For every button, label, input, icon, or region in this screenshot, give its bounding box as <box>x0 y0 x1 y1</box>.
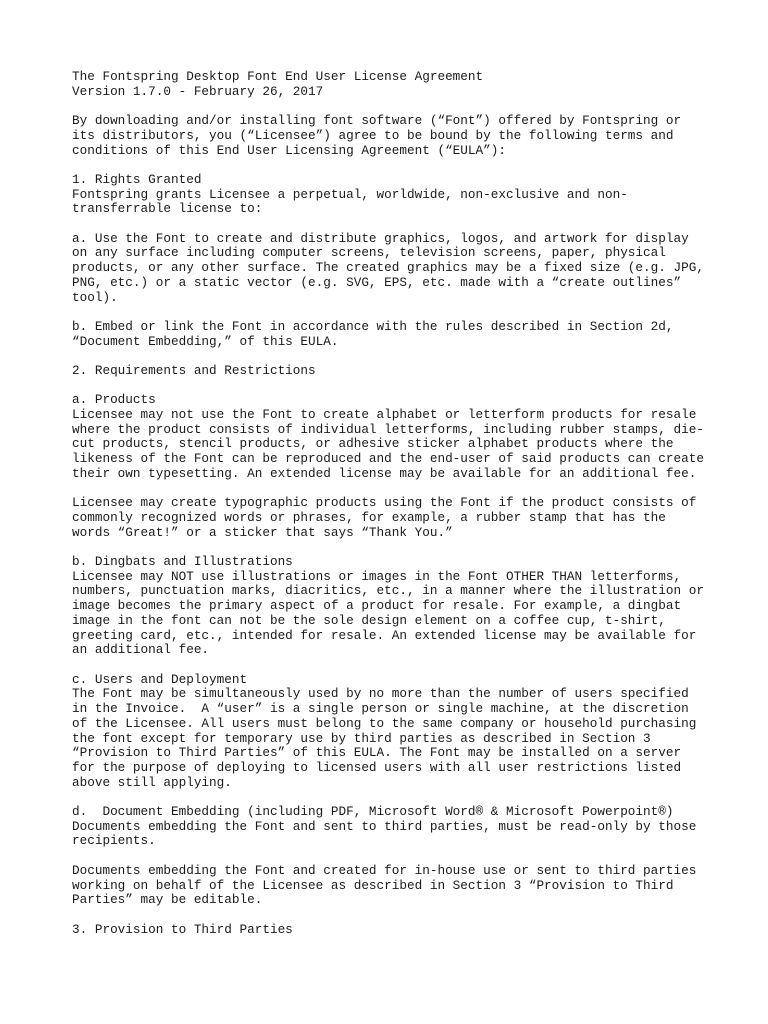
text-line: Version 1.7.0 - February 26, 2017 <box>72 83 324 99</box>
text-line: c. Users and Deployment <box>72 671 248 687</box>
text-line: PNG, etc.) or a static vector (e.g. SVG, EPS, etc. made with a “create outlines” <box>72 274 682 290</box>
text-line: 1. Rights Granted <box>72 171 202 187</box>
text-line: Fontspring grants Licensee a perpetual, worldwide, non-exclusive and non- <box>72 186 628 202</box>
paragraph <box>72 496 712 540</box>
paragraph <box>72 805 712 849</box>
paragraph <box>72 364 712 379</box>
text-line: working on behalf of the Licensee as described in Section 3 “Provision to Third <box>72 877 674 893</box>
text-line: of the Licensee. All users must belong to the same company or household purchasing <box>72 715 697 731</box>
text-line: Licensee may NOT use illustrations or images in the Font OTHER THAN letterforms, <box>72 568 682 584</box>
paragraph <box>72 393 712 481</box>
text-line: an additional fee. <box>72 642 210 658</box>
text-line: products, or any other surface. The created graphics may be a fixed size (e.g. JPG, <box>72 260 704 276</box>
paragraph <box>72 320 712 349</box>
paragraph <box>72 673 712 791</box>
text-line: b. Dingbats and Illustrations <box>72 554 293 570</box>
text-line: on any surface including computer screens, television screens, paper, physical <box>72 245 666 261</box>
text-line: “Provision to Third Parties” of this EULA. The Font may be installed on a server <box>72 745 682 761</box>
text-line: The Font may be simultaneously used by no more than the number of users specified <box>72 686 689 702</box>
text-line: Documents embedding the Font and created for in-house use or sent to third parties <box>72 862 697 878</box>
text-line: conditions of this End User Licensing Agreement (“EULA”): <box>72 142 506 158</box>
text-line: The Fontspring Desktop Font End User License Agreement <box>72 69 484 84</box>
text-line: greeting card, etc., intended for resale. An extended license may be available for <box>72 627 697 643</box>
text-line: numbers, punctuation marks, diacritics, etc., in a manner where the illustration or <box>72 583 704 599</box>
text-line: a. Products <box>72 392 156 408</box>
paragraph <box>72 173 712 217</box>
text-line: tool). <box>72 289 118 305</box>
text-line: “Document Embedding,” of this EULA. <box>72 333 339 349</box>
text-line: image becomes the primary aspect of a product for resale. For example, a dingbat <box>72 598 682 614</box>
text-line: 2. Requirements and Restrictions <box>72 362 316 378</box>
text-line: above still applying. <box>72 774 232 790</box>
text-line: By downloading and/or installing font software (“Font”) offered by Fontspring or <box>72 113 682 129</box>
text-line: recipients. <box>72 833 156 849</box>
text-line: transferrable license to: <box>72 201 263 217</box>
paragraph <box>72 232 712 306</box>
text-line: Documents embedding the Font and sent to third parties, must be read-only by those <box>72 818 697 834</box>
text-line: in the Invoice. A “user” is a single person or single machine, at the discretion <box>72 701 689 717</box>
text-line: d. Document Embedding (including PDF, Microsoft Word® & Microsoft Powerpoint®) <box>72 804 674 819</box>
text-line: Parties” may be editable. <box>72 892 263 908</box>
paragraph <box>72 864 712 908</box>
document-body <box>72 70 712 952</box>
text-line: where the product consists of individual letterforms, including rubber stamps, die- <box>72 421 704 437</box>
text-line: commonly recognized words or phrases, for example, a rubber stamp that has the <box>72 509 666 525</box>
paragraph <box>72 555 712 658</box>
text-line: likeness of the Font can be reproduced and the end-user of said products can create <box>72 451 704 467</box>
paragraph <box>72 70 712 99</box>
paragraph <box>72 923 712 938</box>
text-line: cut products, stencil products, or adhesive sticker alphabet products where the <box>72 436 674 452</box>
text-line: Licensee may create typographic products using the Font if the product consists of <box>72 495 697 511</box>
text-line: the font except for temporary use by third parties as described in Section 3 <box>72 730 651 746</box>
text-line: image in the font can not be the sole design element on a coffee cup, t-shirt, <box>72 612 666 628</box>
text-line: for the purpose of deploying to licensed users with all user restrictions listed <box>72 759 682 775</box>
text-line: b. Embed or link the Font in accordance with the rules described in Section 2d, <box>72 318 674 334</box>
text-line: a. Use the Font to create and distribute graphics, logos, and artwork for display <box>72 230 689 246</box>
paragraph <box>72 114 712 158</box>
text-line: 3. Provision to Third Parties <box>72 921 293 937</box>
text-line: Licensee may not use the Font to create alphabet or letterform products for resale <box>72 407 697 423</box>
text-line: words “Great!” or a sticker that says “Thank You.” <box>72 524 453 540</box>
text-line: its distributors, you (“Licensee”) agree to be bound by the following terms and <box>72 127 674 143</box>
text-line: their own typesetting. An extended license may be available for an additional fee. <box>72 465 697 481</box>
